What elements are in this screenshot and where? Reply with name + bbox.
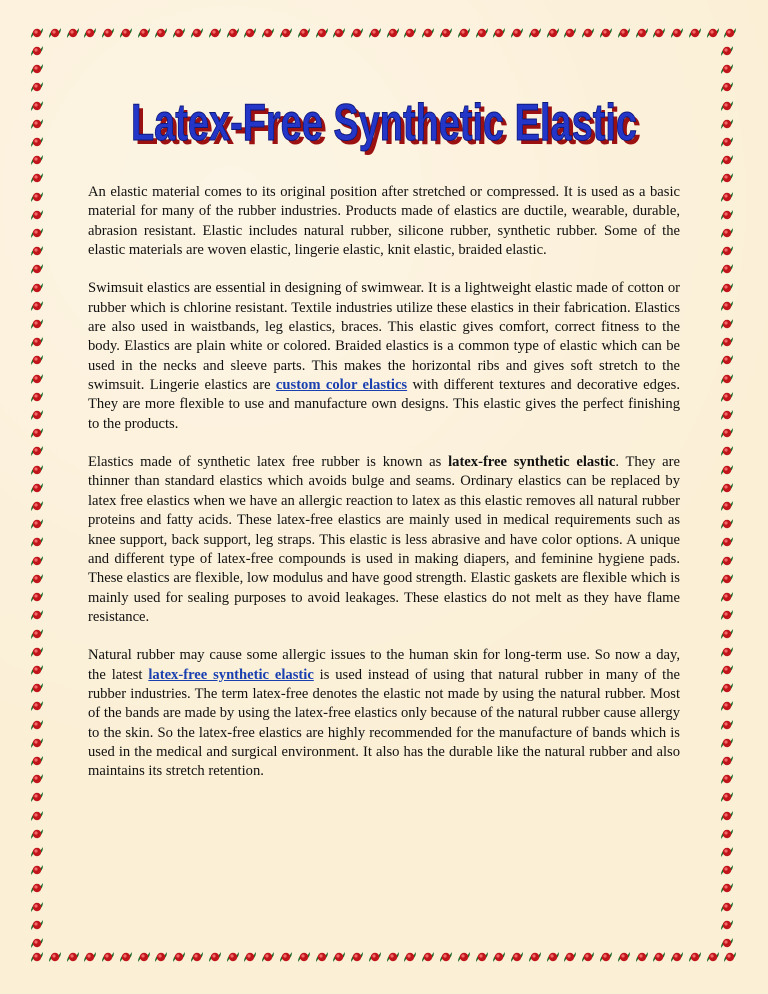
flower-icon — [581, 950, 595, 964]
title-wordart — [114, 88, 654, 168]
flower-icon — [706, 950, 720, 964]
paragraph-3-text-after: . They are thinner than standard elastics which avoids bulge and seams. Ordinary elastics can be replaced by latex free elastics when we have an allergic reaction to latex as this elastic removes all natural rubber proteins and fatty acids. These latex-free elastics are mainly used in medical requirements such as knee support, back support, leg straps. This elastic is less abrasive and have color options. A unique and different type of latex-free compounds is used in making diapers, and feminine hygiene pads. These elastics are flexible, low modulus and have good strength. Elastic gaskets are flexible which is mainly used for sealing purposes to avoid leakages. These elastics do not melt as they have flame resistance. — [88, 454, 680, 625]
flower-icon — [172, 950, 186, 964]
flower-icon — [475, 26, 489, 40]
flower-icon — [30, 226, 44, 240]
flower-icon — [119, 26, 133, 40]
flower-icon — [30, 299, 44, 313]
title-shadow: Latex-Free Synthetic Elastic — [135, 98, 641, 156]
title-text: Latex-Free Synthetic Elastic — [131, 94, 637, 152]
flower-icon — [720, 809, 734, 823]
flower-icon — [30, 372, 44, 386]
latex-free-synthetic-elastic-link[interactable]: latex-free synthetic elastic — [148, 666, 314, 683]
flower-icon — [83, 26, 97, 40]
flower-icon — [723, 950, 737, 964]
flower-icon — [720, 681, 734, 695]
flower-icon — [30, 718, 44, 732]
flower-icon — [439, 950, 453, 964]
flower-icon — [720, 918, 734, 932]
flower-icon — [720, 481, 734, 495]
flower-icon — [670, 950, 684, 964]
flower-icon — [720, 335, 734, 349]
flower-icon — [510, 26, 524, 40]
flower-icon — [688, 26, 702, 40]
flower-icon — [670, 26, 684, 40]
flower-icon — [635, 26, 649, 40]
flower-icon — [617, 950, 631, 964]
flower-icon — [403, 950, 417, 964]
flower-icon — [617, 26, 631, 40]
flower-icon — [137, 26, 151, 40]
flower-icon — [720, 244, 734, 258]
custom-color-elastics-link[interactable]: custom color elastics — [275, 377, 408, 394]
border-right — [720, 44, 738, 950]
flower-icon — [720, 517, 734, 531]
flower-icon — [30, 699, 44, 713]
flower-icon — [315, 950, 329, 964]
flower-icon — [720, 262, 734, 276]
flower-icon — [30, 627, 44, 641]
flower-icon — [30, 481, 44, 495]
flower-icon — [386, 950, 400, 964]
article-body — [88, 183, 680, 801]
flower-icon — [66, 950, 80, 964]
flower-icon — [332, 26, 346, 40]
flower-icon — [30, 950, 44, 964]
flower-icon — [137, 950, 151, 964]
flower-icon — [30, 171, 44, 185]
flower-icon — [720, 535, 734, 549]
flower-icon — [720, 208, 734, 222]
border-top — [30, 26, 738, 44]
flower-icon — [154, 26, 168, 40]
flower-icon — [30, 535, 44, 549]
flower-icon — [720, 699, 734, 713]
flower-icon — [30, 44, 44, 58]
flower-icon — [350, 26, 364, 40]
flower-icon — [635, 950, 649, 964]
flower-icon — [30, 463, 44, 477]
flower-icon — [386, 26, 400, 40]
flower-icon — [30, 554, 44, 568]
flower-icon — [30, 244, 44, 258]
flower-icon — [30, 590, 44, 604]
flower-icon — [350, 950, 364, 964]
flower-icon — [30, 408, 44, 422]
flower-icon — [261, 26, 275, 40]
flower-icon — [261, 950, 275, 964]
flower-icon — [720, 736, 734, 750]
flower-icon — [546, 950, 560, 964]
flower-icon — [421, 950, 435, 964]
flower-icon — [720, 390, 734, 404]
flower-icon — [720, 171, 734, 185]
flower-icon — [30, 608, 44, 622]
flower-icon — [48, 26, 62, 40]
flower-icon — [475, 950, 489, 964]
flower-icon — [368, 26, 382, 40]
flower-icon — [30, 390, 44, 404]
flower-icon — [30, 754, 44, 768]
flower-icon — [190, 26, 204, 40]
flower-icon — [30, 845, 44, 859]
flower-icon — [30, 881, 44, 895]
flower-icon — [30, 809, 44, 823]
paragraph-4-text-before: Natural rubber may cause some allergic issues to the human skin for long-term use. So now a day, the latest — [88, 647, 680, 683]
flower-icon — [30, 353, 44, 367]
flower-icon — [332, 950, 346, 964]
flower-icon — [154, 950, 168, 964]
flower-icon — [528, 950, 542, 964]
flower-icon — [720, 353, 734, 367]
flower-icon — [457, 26, 471, 40]
flower-icon — [720, 590, 734, 604]
flower-icon — [315, 26, 329, 40]
flower-icon — [720, 718, 734, 732]
flower-icon — [66, 26, 80, 40]
flower-icon — [30, 918, 44, 932]
flower-icon — [720, 317, 734, 331]
flower-icon — [190, 950, 204, 964]
paragraph-2-text-before: Swimsuit elastics are essential in designing of swimwear. It is a lightweight elastic made of cotton or rubber which is chlorine resistant. Textile industries utilize these elastics in their fabrication. Elastics are also used in waistbands, leg elastics, braces. This elastic gives comfort, correct fitness to the body. Elastics are plain white or colored. Braided elastics is a common type of elastic which can be used in the necks and sleeve parts. This makes the horizontal ribs and gives soft stretch to the swimsuit. Lingerie elastics are — [88, 280, 680, 394]
flower-icon — [101, 26, 115, 40]
flower-icon — [706, 26, 720, 40]
flower-icon — [720, 226, 734, 240]
flower-icon — [492, 950, 506, 964]
flower-icon — [720, 900, 734, 914]
flower-icon — [720, 572, 734, 586]
flower-icon — [30, 736, 44, 750]
flower-icon — [546, 26, 560, 40]
flower-icon — [368, 950, 382, 964]
flower-icon — [439, 26, 453, 40]
flower-icon — [30, 827, 44, 841]
paragraph-1-text: An elastic material comes to its original position after stretched or compressed. It is used as a basic material for many of the rubber industries. Products made of elastics are ductile, wearable, durable, abrasion resistant. Elastic includes natural rubber, silicone rubber, synthetic rubber. Some of the elastic materials are woven elastic, lingerie elastic, knit elastic, braided elastic. — [88, 184, 680, 259]
flower-icon — [720, 790, 734, 804]
flower-icon — [30, 681, 44, 695]
flower-icon — [720, 44, 734, 58]
flower-icon — [510, 950, 524, 964]
flower-icon — [30, 26, 44, 40]
border-left — [30, 44, 48, 950]
flower-icon — [226, 26, 240, 40]
flower-icon — [563, 950, 577, 964]
flower-icon — [492, 26, 506, 40]
flower-icon — [688, 950, 702, 964]
flower-icon — [48, 950, 62, 964]
flower-icon — [720, 62, 734, 76]
flower-icon — [599, 26, 613, 40]
flower-icon — [30, 517, 44, 531]
paragraph-4-text-after: is used instead of using that natural rubber in many of the rubber industries. The term latex-free denotes the elastic not made by using the natural rubber. Most of the bands are made by using the latex-free elastics only because of the natural rubber cause allergy to the skin. So the latex-free elastics are highly recommended for the manufacture of bands which is used in the medical and surgical environment. It also has the durable like the natural rubber and also maintains its stretch retention. — [88, 666, 680, 780]
flower-icon — [720, 408, 734, 422]
flower-icon — [30, 426, 44, 440]
flower-icon — [172, 26, 186, 40]
flower-icon — [30, 335, 44, 349]
flower-icon — [720, 281, 734, 295]
flower-icon — [30, 900, 44, 914]
flower-icon — [226, 950, 240, 964]
flower-icon — [720, 827, 734, 841]
flower-icon — [581, 26, 595, 40]
flower-icon — [720, 936, 734, 950]
flower-icon — [720, 372, 734, 386]
flower-icon — [297, 950, 311, 964]
flower-icon — [30, 262, 44, 276]
flower-icon — [119, 950, 133, 964]
paragraph-2-text-after: with different textures and decorative edges. They are more flexible to use and manufacture own designs. This elastic gives the perfect finishing to the products. — [88, 377, 680, 432]
flower-icon — [243, 26, 257, 40]
flower-icon — [83, 950, 97, 964]
paragraph-3-bold-term: latex-free synthetic elastic — [448, 454, 616, 471]
paragraph-3 — [88, 453, 680, 627]
flower-icon — [30, 645, 44, 659]
flower-icon — [279, 26, 293, 40]
flower-icon — [279, 950, 293, 964]
flower-icon — [243, 950, 257, 964]
flower-icon — [723, 26, 737, 40]
flower-icon — [720, 444, 734, 458]
flower-icon — [720, 772, 734, 786]
flower-icon — [30, 62, 44, 76]
flower-icon — [652, 26, 666, 40]
paragraph-2 — [88, 279, 680, 434]
flower-icon — [720, 845, 734, 859]
flower-icon — [208, 26, 222, 40]
flower-icon — [30, 572, 44, 586]
flower-icon — [30, 936, 44, 950]
flower-icon — [528, 26, 542, 40]
flower-icon — [30, 790, 44, 804]
paragraph-3-text-before: Elastics made of synthetic latex free rubber is known as — [88, 454, 449, 471]
flower-icon — [403, 26, 417, 40]
border-bottom — [30, 950, 738, 968]
page-title — [0, 88, 768, 168]
flower-icon — [30, 317, 44, 331]
flower-icon — [720, 499, 734, 513]
flower-icon — [720, 881, 734, 895]
flower-icon — [720, 190, 734, 204]
flower-icon — [720, 608, 734, 622]
flower-icon — [720, 554, 734, 568]
flower-icon — [720, 645, 734, 659]
flower-icon — [30, 444, 44, 458]
flower-icon — [297, 26, 311, 40]
flower-icon — [30, 663, 44, 677]
flower-icon — [720, 627, 734, 641]
flower-icon — [720, 663, 734, 677]
flower-icon — [720, 754, 734, 768]
flower-icon — [720, 463, 734, 477]
flower-icon — [30, 208, 44, 222]
flower-icon — [457, 950, 471, 964]
flower-icon — [720, 426, 734, 440]
flower-icon — [720, 299, 734, 313]
flower-icon — [720, 863, 734, 877]
flower-icon — [30, 863, 44, 877]
paragraph-4 — [88, 646, 680, 781]
flower-icon — [30, 772, 44, 786]
flower-icon — [599, 950, 613, 964]
flower-icon — [101, 950, 115, 964]
flower-icon — [652, 950, 666, 964]
paragraph-1 — [88, 183, 680, 260]
flower-icon — [30, 281, 44, 295]
flower-icon — [421, 26, 435, 40]
flower-icon — [563, 26, 577, 40]
flower-icon — [30, 190, 44, 204]
flower-icon — [30, 499, 44, 513]
flower-icon — [208, 950, 222, 964]
